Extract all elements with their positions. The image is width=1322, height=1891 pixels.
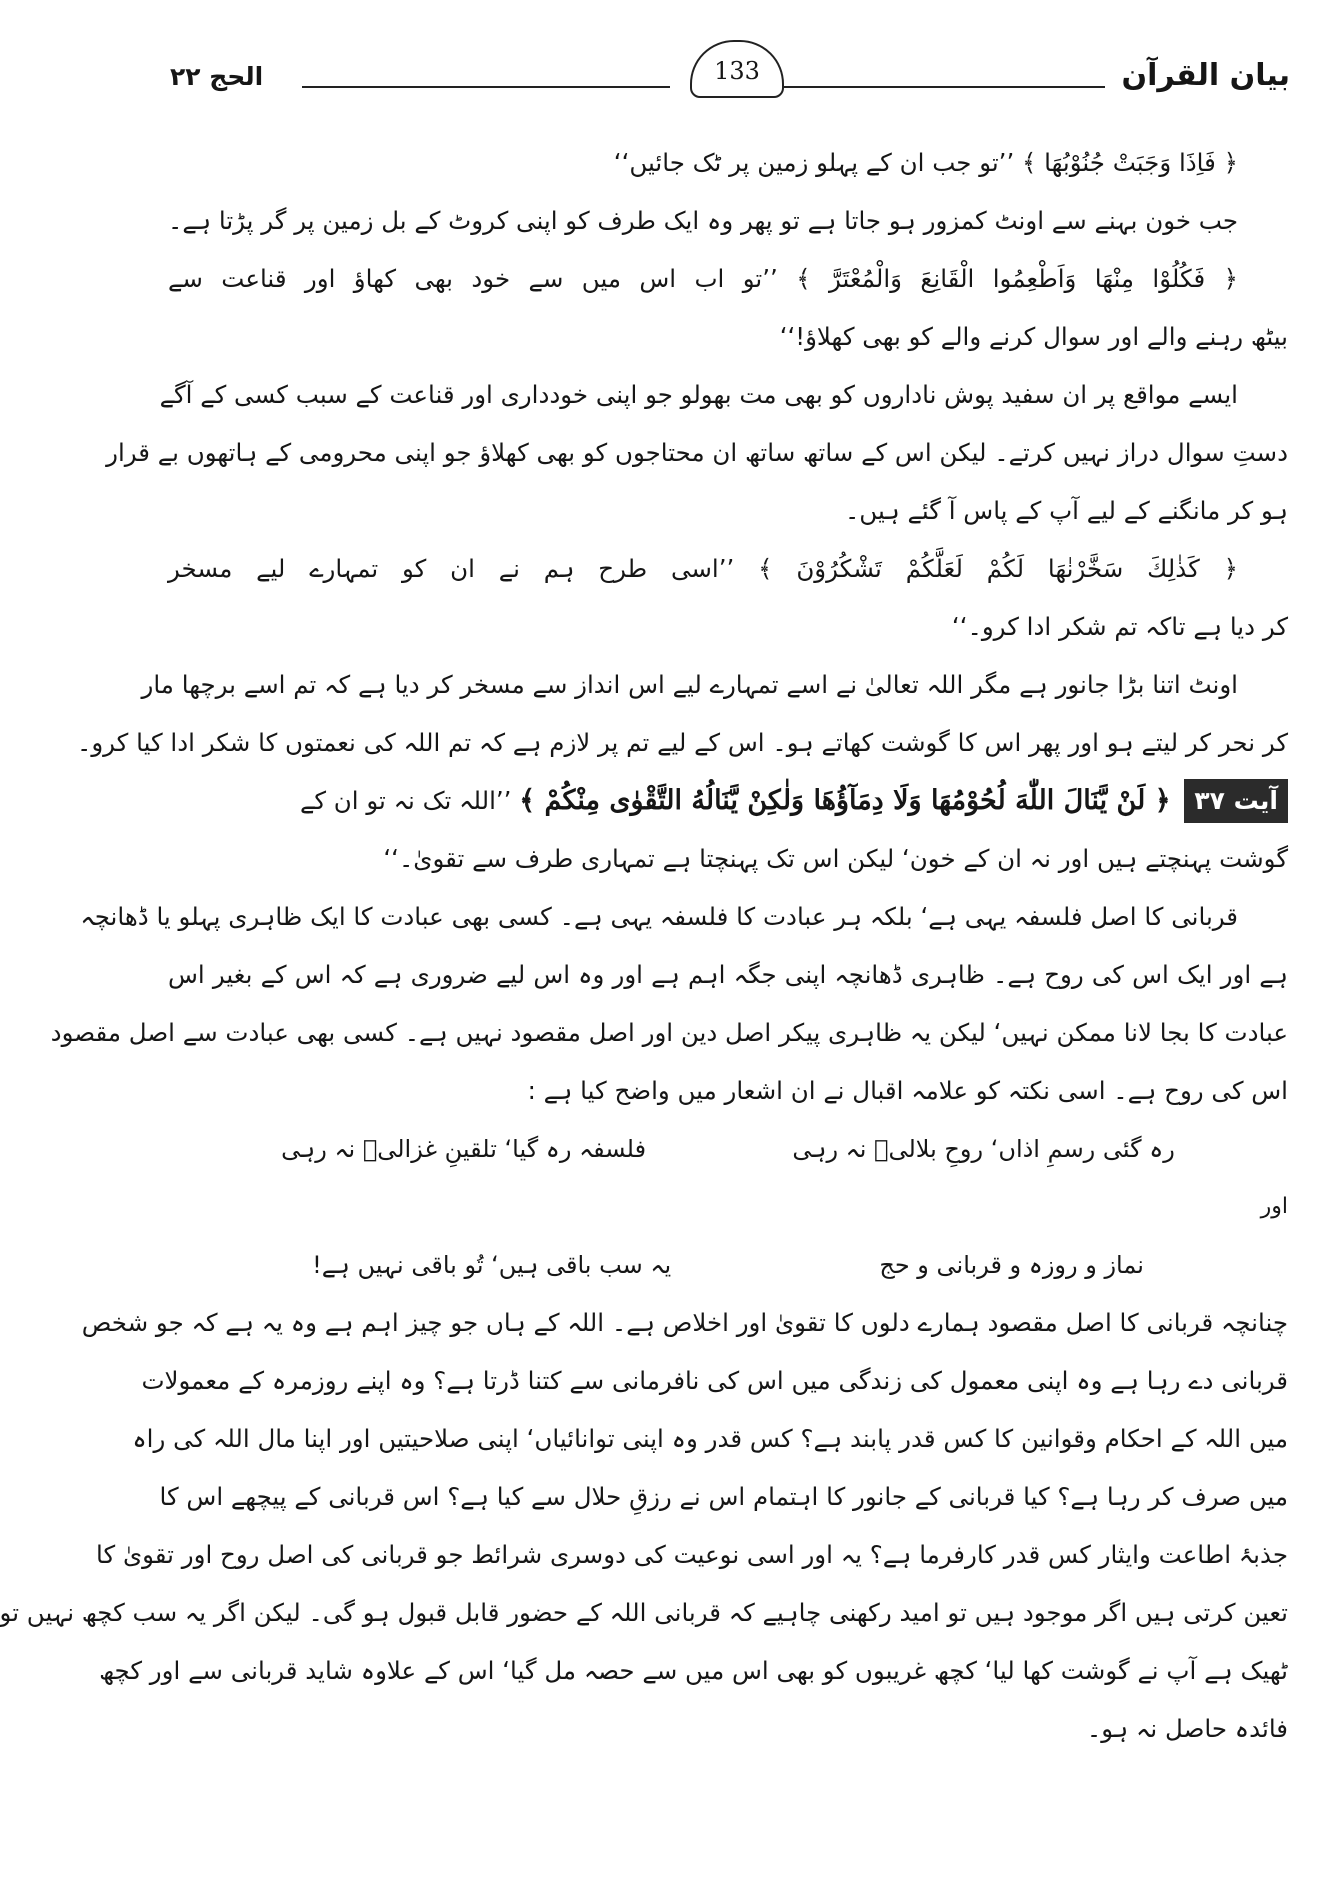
commentary-line: ہو کر مانگنے کے لیے آپ کے پاس آ گئے ہیں۔ <box>844 496 1288 525</box>
poem-couplet-1 <box>168 1120 1288 1178</box>
page-header <box>170 40 1290 110</box>
commentary-line: تعین کرتی ہیں اگر موجود ہیں تو امید رکھنی چاہیے کہ قربانی اللہ کے حضور قابل قبول ہو گی۔ لیکن اگر یہ سب کچھ نہیں تو <box>0 1598 1288 1627</box>
translation-line: کر دیا ہے تاکہ تم شکر ادا کرو۔‘‘ <box>951 612 1288 641</box>
commentary-line: ہے اور ایک اس کی روح ہے۔ ظاہری ڈھانچہ اپنی جگہ اہم ہے اور وہ اس لیے ضروری ہے کہ اس کے بغیر اس <box>168 960 1288 989</box>
header-rule-left <box>302 86 670 88</box>
commentary-line: ٹھیک ہے آپ نے گوشت کھا لیا‘ کچھ غریبوں کو بھی اس میں سے حصہ مل گیا‘ اس کے علاوہ شاید قربانی سے اور کچھ <box>99 1656 1288 1685</box>
verse-37-arabic: ﴿ لَنْ يَّنَالَ اللّٰهَ لُحُوْمُهَا وَلَا دِمَآؤُهَا وَلٰكِنْ يَّنَالُهُ التَّقْوٰى مِنْكُمْ ﴾ <box>519 785 1171 816</box>
header-rule-right <box>737 86 1105 88</box>
verse-36-fragment-2: ﴿ فَكُلُوْا مِنْهَا وَاَطْعِمُوا الْقَانِعَ وَالْمُعْتَرَّ ﴾ ’’تو اب اس میں سے خود بھی کھاؤ اور قناعت سے <box>168 264 1238 293</box>
commentary-line: جب خون بہنے سے اونٹ کمزور ہو جاتا ہے تو پھر وہ ایک طرف کو اپنی کروٹ کے بل زمین پر گر پڑتا ہے۔ <box>168 206 1238 235</box>
commentary-line: کر نحر کر لیتے ہو اور پھر اس کا گوشت کھاتے ہو۔ اس کے لیے تم پر لازم ہے کہ تم اللہ کی نعمتوں کا شکر ادا کیا کرو۔ <box>76 728 1288 757</box>
translation-line: گوشت پہنچتے ہیں اور نہ ان کے خون‘ لیکن اس تک پہنچتا ہے تمہاری طرف سے تقویٰ۔‘‘ <box>383 844 1288 873</box>
verse-36-fragment-1: ﴿ فَاِذَا وَجَبَتْ جُنُوْبُهَا ﴾ ’’تو جب ان کے پہلو زمین پر ٹک جائیں‘‘ <box>613 148 1238 177</box>
poem-couplet-2 <box>168 1236 1288 1294</box>
commentary-line: قربانی دے رہا ہے وہ اپنی معمول کی زندگی میں اس کی نافرمانی سے کتنا ڈرتا ہے؟ وہ اپنے روزمرہ کے معمولات <box>141 1366 1288 1395</box>
translation-line: بیٹھ رہنے والے اور سوال کرنے والے کو بھی کھلاؤ!‘‘ <box>779 322 1288 351</box>
verse-37-line <box>168 772 1288 830</box>
poem-hemistich: رہ گئی رسمِ اذاں‘ روحِ بلالیؓ نہ رہی <box>792 1135 1175 1163</box>
commentary-line: میں اللہ کے احکام وقوانین کا کس قدر پابند ہے؟ کس قدر وہ اپنی توانائیاں‘ اپنی صلاحیتیں اور اپنا مال اللہ کی راہ <box>132 1424 1288 1453</box>
verse-37-translation: ’’اللہ تک نہ تو ان کے <box>299 786 512 815</box>
commentary-line: دستِ سوال دراز نہیں کرتے۔ لیکن اس کے ساتھ ساتھ ان محتاجوں کو بھی کھلاؤ جو اپنی محرومی کے ہاتھوں بے قرار <box>106 438 1288 467</box>
commentary-line: جذبۂ اطاعت وایثار کس قدر کارفرما ہے؟ یہ اور اسی نوعیت کی دوسری شرائط جو قربانی کی اصل روح اور تقویٰ کا <box>96 1540 1288 1569</box>
surah-name: الحج ۲۲ <box>170 62 264 91</box>
poem-hemistich: فلسفہ رہ گیا‘ تلقینِ غزالیؒ نہ رہی <box>281 1135 647 1163</box>
poem-conjunction: اور <box>1260 1194 1288 1219</box>
commentary-line: عبادت کا بجا لانا ممکن نہیں‘ لیکن یہ ظاہری پیکر اصل دین اور اصل مقصود نہیں ہے۔ کسی بھی عبادت سے اصل مقصود <box>50 1018 1288 1047</box>
commentary-line: چنانچہ قربانی کا اصل مقصود ہمارے دلوں کا تقویٰ اور اخلاص ہے۔ اللہ کے ہاں جو چیز اہم ہے وہ یہ ہے کہ جو شخص <box>81 1308 1288 1337</box>
verse-number-badge: آیت ۳۷ <box>1184 779 1288 823</box>
page-body <box>0 134 1288 1758</box>
poem-hemistich: نماز و روزہ و قربانی و حج <box>879 1251 1144 1279</box>
poem-hemistich: یہ سب باقی ہیں‘ تُو باقی نہیں ہے! <box>312 1251 672 1279</box>
book-title: بیان القرآن <box>1121 58 1290 93</box>
commentary-line: فائدہ حاصل نہ ہو۔ <box>1086 1714 1288 1743</box>
commentary-line: قربانی کا اصل فلسفہ یہی ہے‘ بلکہ ہر عبادت کا فلسفہ یہی ہے۔ کسی بھی عبادت کا ایک ظاہری پہلو یا ڈھانچہ <box>80 902 1238 931</box>
page-number: 133 <box>690 40 784 98</box>
commentary-line: اس کی روح ہے۔ اسی نکتہ کو علامہ اقبال نے ان اشعار میں واضح کیا ہے : <box>527 1076 1288 1105</box>
commentary-line: اونٹ اتنا بڑا جانور ہے مگر اللہ تعالیٰ نے اسے تمہارے لیے اس انداز سے مسخر کر دیا ہے کہ تم اسے برچھا مار <box>141 670 1238 699</box>
commentary-line: میں صرف کر رہا ہے؟ کیا قربانی کے جانور کا اہتمام اس نے رزقِ حلال سے کیا ہے؟ اس قربانی کے پیچھے اس کا <box>159 1482 1288 1511</box>
verse-36-fragment-3: ﴿ كَذٰلِكَ سَخَّرْنٰهَا لَكُمْ لَعَلَّكُمْ تَشْكُرُوْنَ ﴾ ’’اسی طرح ہم نے ان کو تمہارے لیے مسخر <box>168 554 1238 583</box>
commentary-line: ایسے مواقع پر ان سفید پوش ناداروں کو بھی مت بھولو جو اپنی خودداری اور قناعت کے سبب کسی کے آگے <box>159 380 1238 409</box>
